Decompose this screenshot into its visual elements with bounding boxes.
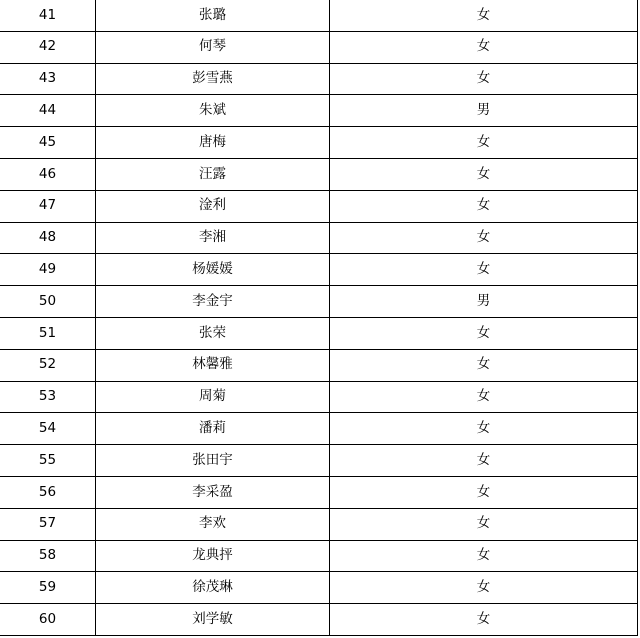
row-number-cell: 49	[0, 254, 96, 286]
table-row	[0, 540, 638, 572]
gender-cell: 女	[330, 254, 638, 286]
name-cell: 唐梅	[96, 127, 330, 159]
name-cell: 周菊	[96, 381, 330, 413]
row-number-cell: 59	[0, 572, 96, 604]
name-cell: 刘学敏	[96, 604, 330, 636]
table-row	[0, 381, 638, 413]
name-cell: 林馨雅	[96, 349, 330, 381]
row-number-cell: 47	[0, 190, 96, 222]
table-row	[0, 476, 638, 508]
table-row	[0, 31, 638, 63]
name-cell: 龙典抨	[96, 540, 330, 572]
name-cell: 李金宇	[96, 286, 330, 318]
row-number-cell: 41	[0, 0, 96, 31]
gender-cell: 女	[330, 445, 638, 477]
name-cell: 张荣	[96, 317, 330, 349]
table-row	[0, 95, 638, 127]
gender-cell: 女	[330, 190, 638, 222]
name-cell: 李湘	[96, 222, 330, 254]
table-row	[0, 286, 638, 318]
gender-cell: 女	[330, 508, 638, 540]
table-row	[0, 317, 638, 349]
gender-cell: 女	[330, 317, 638, 349]
name-cell: 何琴	[96, 31, 330, 63]
name-cell: 淦利	[96, 190, 330, 222]
table-row	[0, 572, 638, 604]
row-number-cell: 50	[0, 286, 96, 318]
row-number-cell: 56	[0, 476, 96, 508]
table-row	[0, 222, 638, 254]
gender-cell: 女	[330, 413, 638, 445]
table-row	[0, 158, 638, 190]
table-row	[0, 445, 638, 477]
gender-cell: 男	[330, 95, 638, 127]
row-number-cell: 57	[0, 508, 96, 540]
gender-cell: 女	[330, 572, 638, 604]
name-cell: 朱斌	[96, 95, 330, 127]
table-row	[0, 604, 638, 636]
row-number-cell: 51	[0, 317, 96, 349]
row-number-cell: 60	[0, 604, 96, 636]
gender-cell: 女	[330, 540, 638, 572]
table-row	[0, 0, 638, 31]
row-number-cell: 52	[0, 349, 96, 381]
name-cell: 张田宇	[96, 445, 330, 477]
gender-cell: 女	[330, 31, 638, 63]
table-row	[0, 349, 638, 381]
row-number-cell: 55	[0, 445, 96, 477]
gender-cell: 男	[330, 286, 638, 318]
name-cell: 杨媛媛	[96, 254, 330, 286]
gender-cell: 女	[330, 476, 638, 508]
gender-cell: 女	[330, 0, 638, 31]
row-number-cell: 48	[0, 222, 96, 254]
table-row	[0, 127, 638, 159]
row-number-cell: 53	[0, 381, 96, 413]
row-number-cell: 46	[0, 158, 96, 190]
name-cell: 彭雪燕	[96, 63, 330, 95]
row-number-cell: 44	[0, 95, 96, 127]
gender-cell: 女	[330, 381, 638, 413]
gender-cell: 女	[330, 127, 638, 159]
gender-cell: 女	[330, 222, 638, 254]
table-row	[0, 508, 638, 540]
gender-cell: 女	[330, 63, 638, 95]
gender-cell: 女	[330, 158, 638, 190]
name-cell: 徐茂琳	[96, 572, 330, 604]
name-cell: 张璐	[96, 0, 330, 31]
name-cell: 李采盈	[96, 476, 330, 508]
table-row	[0, 413, 638, 445]
name-cell: 李欢	[96, 508, 330, 540]
table-row	[0, 254, 638, 286]
table-row	[0, 190, 638, 222]
row-number-cell: 45	[0, 127, 96, 159]
row-number-cell: 58	[0, 540, 96, 572]
name-cell: 潘莉	[96, 413, 330, 445]
name-cell: 汪露	[96, 158, 330, 190]
table-row	[0, 63, 638, 95]
row-number-cell: 43	[0, 63, 96, 95]
gender-cell: 女	[330, 604, 638, 636]
row-number-cell: 42	[0, 31, 96, 63]
gender-cell: 女	[330, 349, 638, 381]
row-number-cell: 54	[0, 413, 96, 445]
